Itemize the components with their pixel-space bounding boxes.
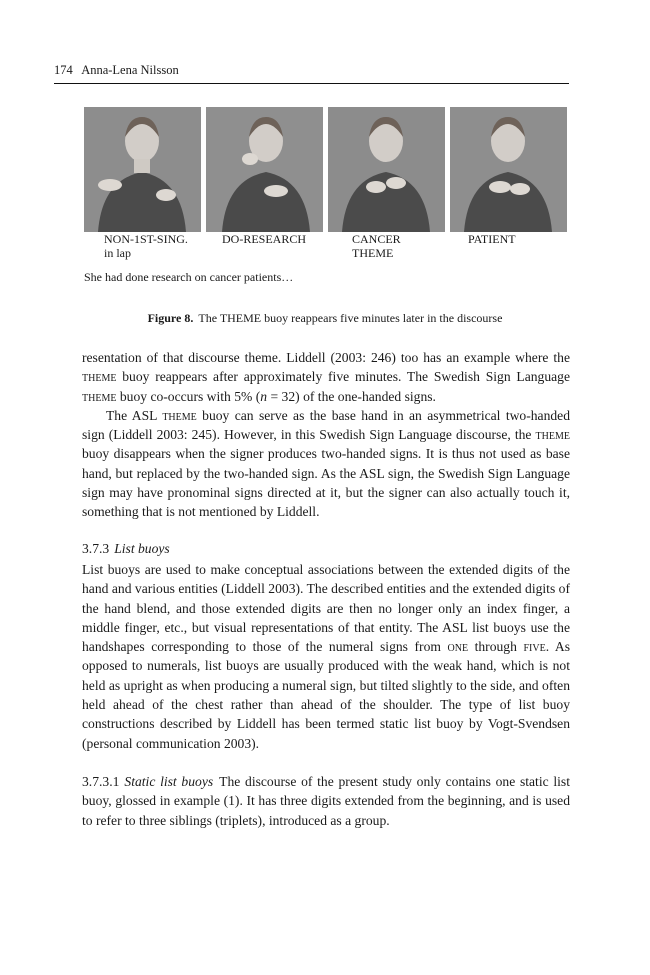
signer-photo: [328, 107, 445, 232]
page-number: 174: [54, 63, 73, 77]
caption-label: Figure 8.: [147, 311, 194, 325]
signer-photo: [206, 107, 323, 232]
paragraph: The ASL theme buoy can serve as the base hand in an asymmetrical two-handed sign (Liddell 2003: 245). However, in this Swedish Sign Language discourse, the theme buoy disappears when the signer produces two-handed signs. It is thus not used as base hand, but replaced by the two-handed sign. As the ASL sign, the Swedish Sign Language sign may have pronominal signs directed at it, but the signer can also actually touch it, something that is not mentioned by Liddell.: [82, 407, 570, 520]
signer-photo: [84, 107, 201, 232]
body-text-1: [82, 348, 570, 522]
paragraph: 3.7.3.1 Static list buoys The discourse of the present study only contains one static list buoy, glossed in example (1). It has three digits extended from the beginning, and is used to refer to three siblings (triplets), introduced as a group.: [82, 774, 570, 828]
gloss-4: [468, 232, 516, 246]
subsection-number: 3.7.3.1: [82, 774, 120, 789]
signer-photo: [450, 107, 567, 232]
body-text-2: [82, 560, 570, 753]
gloss-line: PATIENT: [468, 232, 516, 246]
running-header: [54, 63, 569, 78]
gloss-line: THEME: [352, 246, 394, 260]
gloss-line: NON-1ST-SING.: [104, 232, 188, 246]
figure-translation: She had done research on cancer patients…: [84, 270, 294, 284]
section-number: 3.7.3: [82, 541, 110, 556]
figure-caption: [0, 311, 650, 326]
body-text-3: [82, 772, 570, 830]
gloss-line: CANCER: [352, 232, 401, 246]
section-title: List buoys: [114, 541, 170, 556]
subsection-title: Static list buoys: [124, 774, 214, 789]
caption-text: The THEME buoy reappears five minutes later in the discourse: [198, 311, 503, 325]
paragraph: resentation of that discourse theme. Liddell (2003: 246) too has an example where the theme buoy reappears after approximately five minutes. The Swedish Sign Language theme buoy co-occurs with 5% (n = 32) of the one-handed signs.: [82, 350, 570, 404]
gloss-line: in lap: [104, 246, 131, 260]
paragraph: List buoys are used to make conceptual associations between the extended digits of the hand and various entities (Liddell 2003). The described entities and the extended digits of the hand blend, and those extended digits are then no longer only an index finger, a middle finger, etc., but visual representations of that entity. The ASL list buoys use the handshapes corresponding to those of the numeral signs from one through five. As opposed to numerals, list buoys are usually produced with the weak hand, which is not held as upright as when producing a numeral sign, but tilted slightly to the side, and often held ahead of the chest rather than ahead of the shoulder. The type of list buoy constructions described by Liddell has been termed static list buoy by Vogt-Svendsen (personal communication 2003).: [82, 562, 570, 751]
header-rule: [54, 83, 569, 84]
running-author: Anna-Lena Nilsson: [81, 63, 179, 77]
gloss-2: [222, 232, 306, 246]
gloss-line: DO-RESEARCH: [222, 232, 307, 246]
section-heading-3-7-3: [82, 541, 170, 557]
gloss-1: [104, 232, 188, 260]
gloss-3: [352, 232, 401, 260]
